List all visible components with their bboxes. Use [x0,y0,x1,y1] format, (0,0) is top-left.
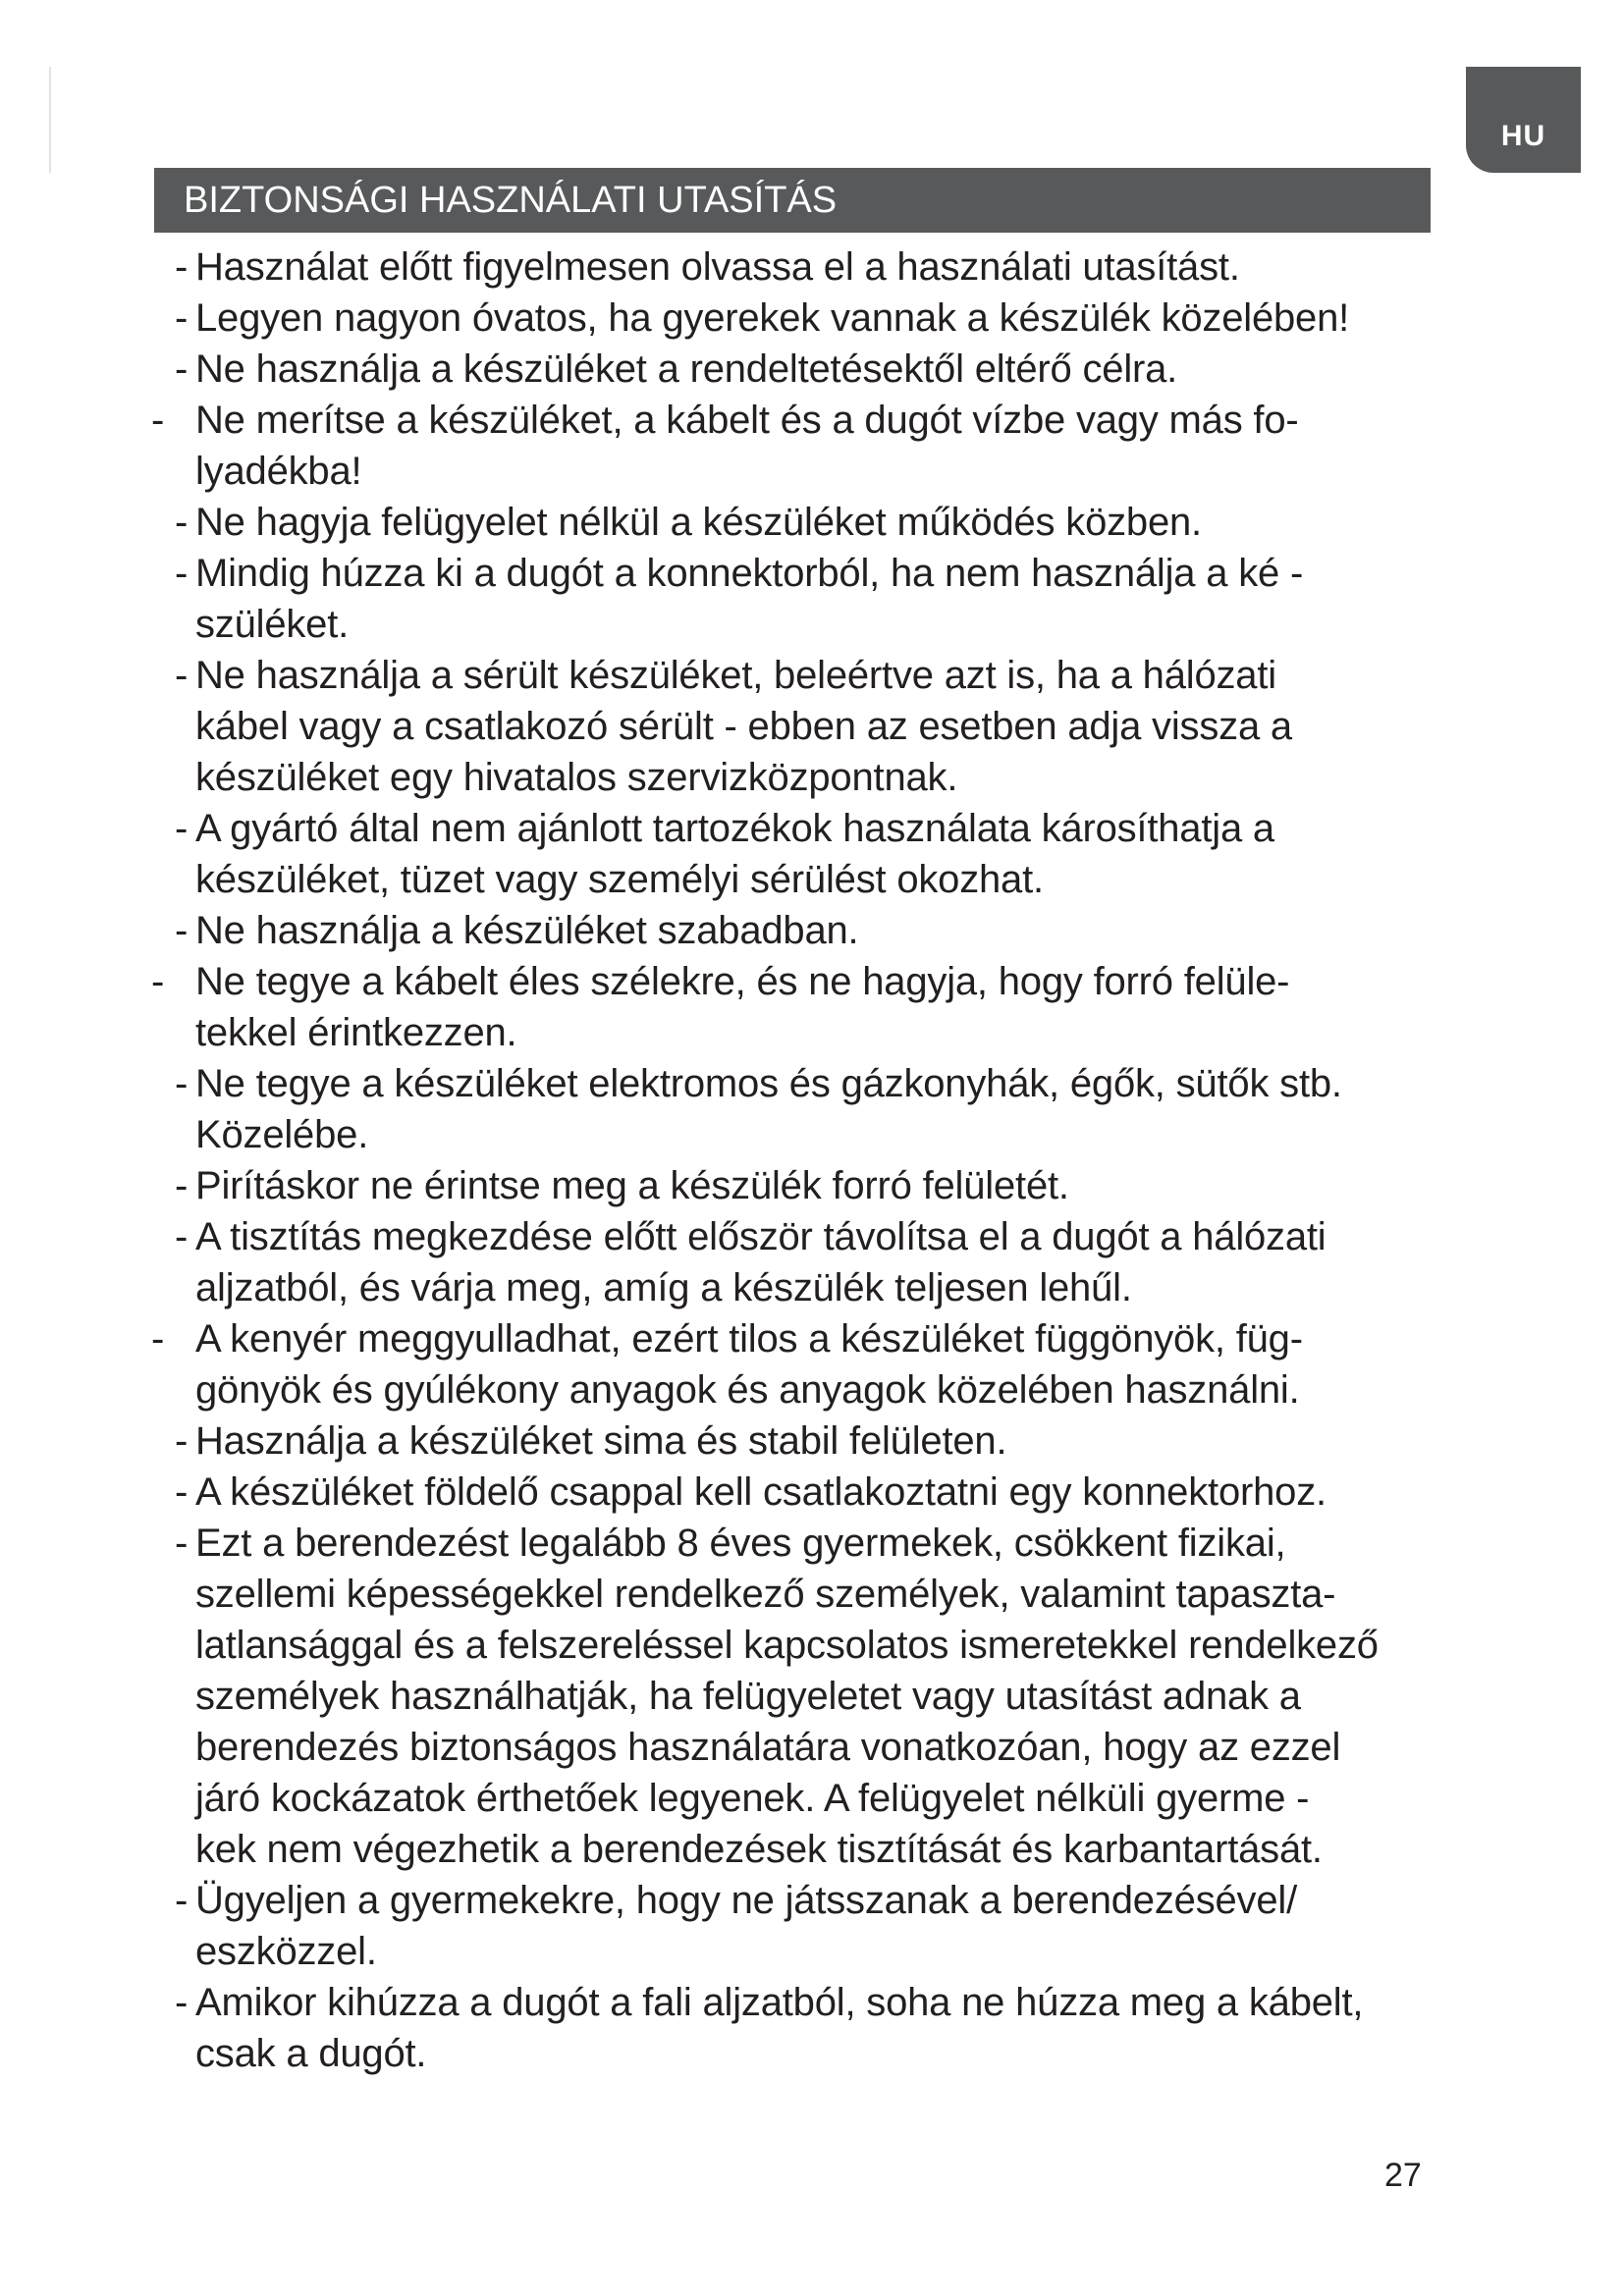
instruction-item [0,1518,1624,1875]
bullet-dash: - [151,1317,165,1361]
instruction-text: A gyártó által nem ajánlott tartozékok használata károsíthatja a készüléket, tüzet vagy személyi sérülést okozhat. [195,807,1274,901]
bullet-dash: - [175,1981,189,2024]
instruction-text: Ne használja a sérült készüléket, beleértve azt is, ha a hálózati kábel vagy a csatlakozó sérült - ebben az esetben adja vissza a készüléket egy hivatalos szervizközpontnak. [195,654,1292,799]
bullet-dash: - [175,296,189,340]
instruction-item [0,1977,1624,2079]
instruction-text: Legyen nagyon óvatos, ha gyerekek vannak a készülék közelében! [195,296,1350,340]
bullet-dash: - [175,909,189,952]
instruction-text: Pirításkor ne érintse meg a készülék forró felületét. [195,1164,1069,1207]
bullet-dash: - [175,1879,189,1922]
instruction-text: Ügyeljen a gyermekekre, hogy ne játsszanak a berendezésével/ eszközzel. [195,1879,1297,1973]
instruction-item [0,395,1624,497]
instruction-text: A kenyér meggyulladhat, ezért tilos a készüléket függönyök, füg- gönyök és gyúlékony anyagok és anyagok közelében használni. [195,1317,1303,1412]
instruction-text: Ne használja a készüléket a rendeltetésektől eltérő célra. [195,347,1178,391]
instruction-item [0,1211,1624,1313]
language-tab-label: HU [1500,120,1546,152]
instruction-text: Ne tegye a készüléket elektromos és gázkonyhák, égők, sütők stb. Közelébe. [195,1062,1342,1156]
instruction-text: Ne merítse a készüléket, a kábelt és a dugót vízbe vagy más fo- lyadékba! [195,399,1299,493]
instruction-text: Ezt a berendezést legalább 8 éves gyermekek, csökkent fizikai, szellemi képességekkel rendelkező személyek, valamint tapaszta- latlansággal és a felszereléssel kapcsolatos ismeretekkel rendelkező személyek használhatják, ha felügyeletet vagy utasítást adnak a berendezés biztonságos használatára vonatkozóan, hogy az ezzel járó kockázatok érthetőek legyenek. A felügyelet nélküli gyerme - kek nem végezhetik a berendezések tisztítását és karbantartását. [195,1522,1379,1871]
instruction-item [0,1415,1624,1467]
section-header [154,168,1431,233]
bullet-dash: - [175,654,189,697]
instruction-item [0,803,1624,905]
page-number: 27 [1384,2157,1422,2194]
bullet-dash: - [175,1419,189,1463]
instruction-text: A tisztítás megkezdése előtt először távolítsa el a dugót a hálózati aljzatból, és várja meg, amíg a készülék teljesen lehűl. [195,1215,1326,1309]
instruction-item [0,548,1624,650]
instruction-item [0,905,1624,956]
bullet-dash: - [175,245,189,289]
bullet-dash: - [175,1215,189,1258]
instruction-item [0,497,1624,548]
instruction-text: Ne tegye a kábelt éles szélekre, és ne hagyja, hogy forró felüle- tekkel érintkezzen. [195,960,1290,1054]
instruction-text: Használat előtt figyelmesen olvassa el a használati utasítást. [195,245,1240,289]
page-margin-line [49,67,51,173]
bullet-dash: - [175,1062,189,1105]
bullet-dash: - [175,1470,189,1514]
instruction-text: Ne hagyja felügyelet nélkül a készüléket működés közben. [195,501,1202,544]
instruction-item [0,241,1624,293]
instruction-item [0,293,1624,344]
instruction-item [0,1467,1624,1518]
instruction-item [0,1160,1624,1211]
instruction-text: Használja a készüléket sima és stabil felületen. [195,1419,1007,1463]
bullet-dash: - [151,960,165,1003]
bullet-dash: - [175,552,189,595]
instruction-text: A készüléket földelő csappal kell csatlakoztatni egy konnektorhoz. [195,1470,1326,1514]
bullet-dash: - [175,807,189,850]
instruction-item [0,1875,1624,1977]
instruction-text: Mindig húzza ki a dugót a konnektorból, ha nem használja a ké - szüléket. [195,552,1304,646]
bullet-dash: - [175,1164,189,1207]
bullet-dash: - [175,347,189,391]
instruction-item [0,344,1624,395]
instruction-text: Ne használja a készüléket szabadban. [195,909,859,952]
bullet-dash: - [175,1522,189,1565]
instruction-text: Amikor kihúzza a dugót a fali aljzatból, soha ne húzza meg a kábelt, csak a dugót. [195,1981,1364,2075]
instruction-item [0,956,1624,1058]
section-title: BIZTONSÁGI HASZNÁLATI UTASÍTÁS [184,180,838,221]
bullet-dash: - [175,501,189,544]
instruction-item [0,1058,1624,1160]
instruction-item [0,1313,1624,1415]
language-tab [1466,67,1581,173]
safety-instructions-list [0,241,1624,2079]
instruction-item [0,650,1624,803]
bullet-dash: - [151,399,165,442]
